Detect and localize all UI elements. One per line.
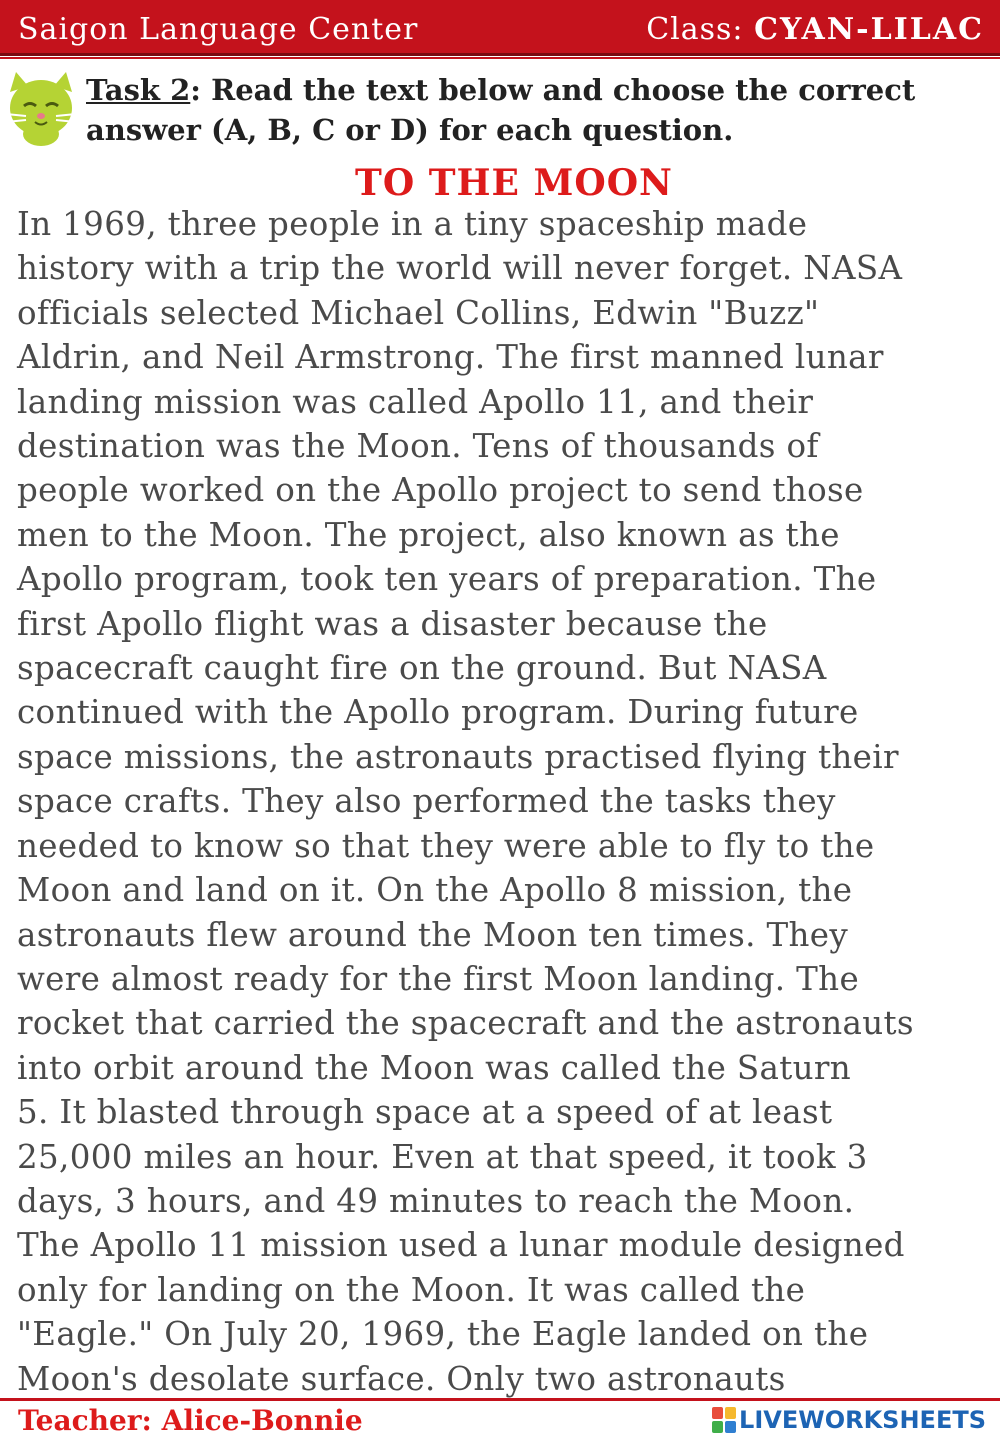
passage-line: destination was the Moon. Tens of thousands of	[17, 427, 819, 466]
passage-line: The Apollo 11 mission used a lunar module designed	[17, 1226, 905, 1265]
passage-line: In 1969, three people in a tiny spaceship made	[17, 205, 808, 243]
passage-line: "Eagle." On July 20, 1969, the Eagle landed on the	[17, 1315, 869, 1354]
cat-mascot-icon	[2, 70, 80, 146]
passage-line: Apollo program, took ten years of preparation. The	[17, 560, 877, 599]
passage-line: needed to know so that they were able to fly to the	[17, 826, 875, 865]
task-label: Task 2	[86, 73, 191, 107]
passage-line: Moon's desolate surface. Only two astronauts	[17, 1359, 786, 1398]
liveworksheets-logo-icon	[712, 1407, 736, 1433]
passage-line: history with a trip the world will never forget. NASA	[17, 249, 903, 288]
class-name: CYAN-LILAC	[754, 12, 984, 47]
passage-line: men to the Moon. The project, also known as the	[17, 515, 840, 554]
passage-line: rocket that carried the spacecraft and the astronauts	[17, 1004, 914, 1043]
passage-line: were almost ready for the first Moon landing. The	[17, 959, 860, 998]
footer-divider	[0, 1398, 1000, 1401]
brand-name: LIVEWORKSHEETS	[739, 1406, 986, 1434]
passage-line: Moon and land on it. On the Apollo 8 mission, the	[17, 871, 853, 910]
header-bar	[0, 0, 1000, 53]
passage-line: only for landing on the Moon. It was called the	[17, 1270, 806, 1309]
passage-line: space crafts. They also performed the tasks they	[17, 782, 836, 821]
passage-title: TO THE MOON	[355, 162, 673, 204]
passage-line: Aldrin, and Neil Armstrong. The first manned lunar	[17, 338, 884, 377]
passage-line: spacecraft caught fire on the ground. But NASA	[17, 649, 827, 688]
passage-line: 25,000 miles an hour. Even at that speed, it took 3	[17, 1137, 868, 1176]
teacher-name: Teacher: Alice-Bonnie	[18, 1404, 363, 1437]
header-divider-thin	[0, 57, 1000, 59]
passage-line: officials selected Michael Collins, Edwin "Buzz"	[17, 293, 820, 332]
center-name: Saigon Language Center	[18, 12, 419, 47]
header-divider	[0, 53, 1000, 56]
passage-line: first Apollo flight was a disaster because the	[17, 604, 768, 643]
passage-line: days, 3 hours, and 49 minutes to reach the Moon.	[17, 1181, 855, 1220]
passage-line: landing mission was called Apollo 11, and their	[17, 382, 814, 421]
passage-line: space missions, the astronauts practised flying their	[17, 737, 899, 776]
task-text: : Read the text below and choose the correct answer (A, B, C or D) for each question.	[86, 73, 916, 147]
task-instruction	[86, 70, 991, 150]
brand-logo	[712, 1406, 986, 1434]
class-label	[646, 12, 984, 47]
reading-passage	[17, 202, 997, 1401]
class-prefix: Class:	[646, 12, 744, 47]
passage-line: into orbit around the Moon was called the Saturn	[17, 1048, 852, 1087]
passage-line: people worked on the Apollo project to send those	[17, 471, 864, 510]
passage-line: 5. It blasted through space at a speed of at least	[17, 1093, 833, 1132]
passage-line: astronauts flew around the Moon ten times. They	[17, 915, 849, 954]
passage-line: continued with the Apollo program. During future	[17, 693, 859, 732]
